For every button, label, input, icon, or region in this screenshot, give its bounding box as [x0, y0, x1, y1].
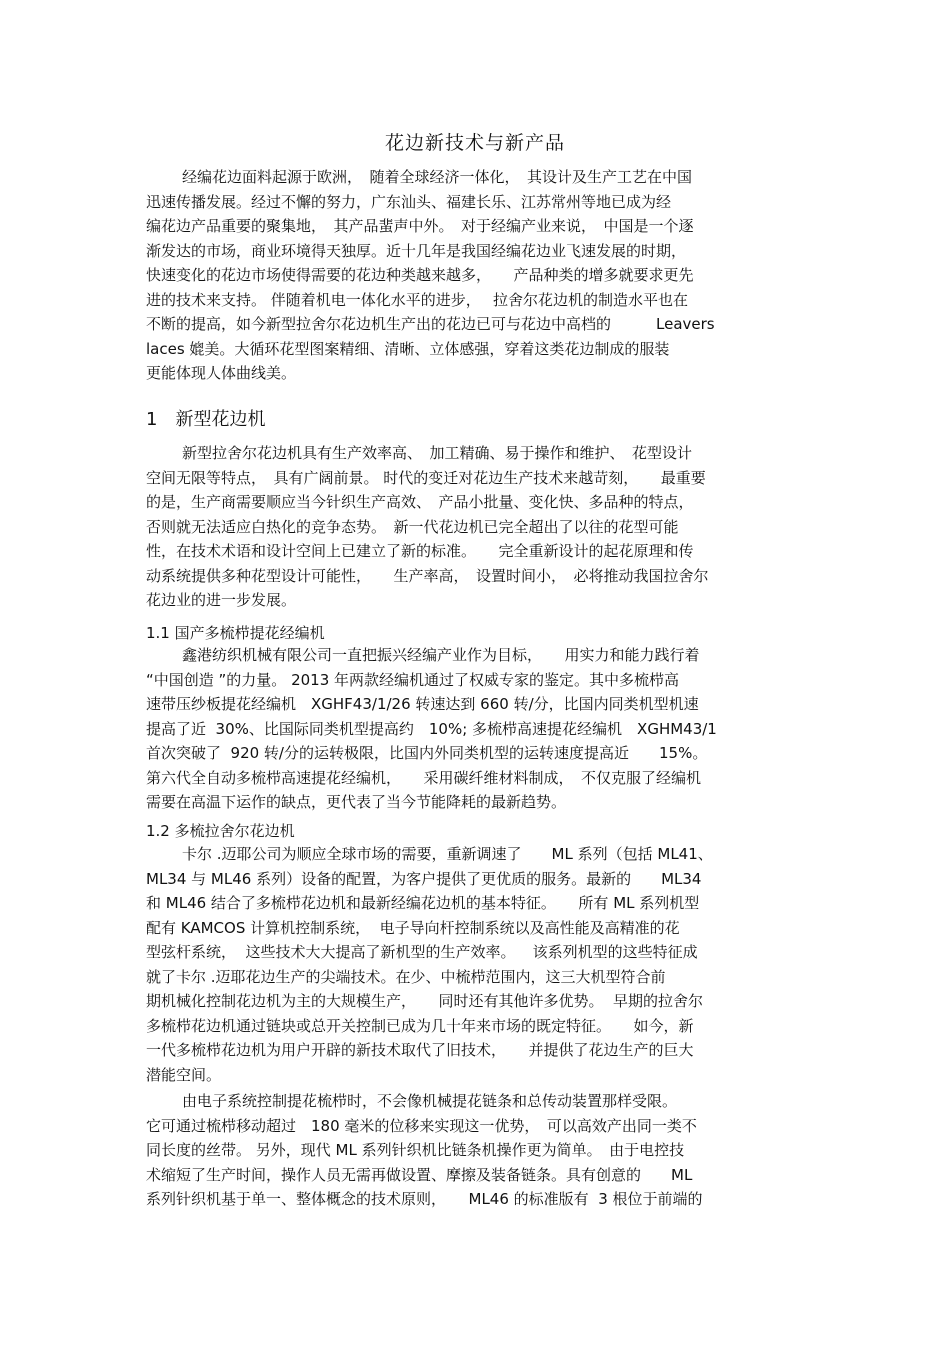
- text-line: 动系统提供多种花型设计可能性， 生产率高， 设置时间小， 必将推动我国拉舍尔: [146, 566, 709, 585]
- text-line: 进的技术来支持。 伴随着机电一体化水平的进步， 拉舍尔花边机的制造水平也在: [146, 290, 689, 309]
- text-line: 快速变化的花边市场使得需要的花边种类越来越多， 产品种类的增多就要求更先: [146, 266, 694, 284]
- text-line: 经编花边面料起源于欧洲， 随着全球经济一体化， 其设计及生产工艺在中国: [182, 168, 693, 186]
- text-line: 不断的提高，如今新型拉舍尔花边机生产出的花边已可与花边中高档的 Leavers: [146, 315, 715, 333]
- text-line: 首次突破了 920 转/分的运转极限，比国内外同类机型的运转速度提高近 15%。: [146, 744, 708, 762]
- text-line: 迅速传播发展。经过不懈的努力，广东汕头、福建长乐、江苏常州等地已成为经: [146, 192, 672, 211]
- text-line: 期机械化控制花边机为主的大规模生产， 同时还有其他许多优势。 早期的拉舍尔: [146, 992, 704, 1010]
- text-line: 多梳栉花边机通过链块或总开关控制已成为几十年来市场的既定特征。 如今，新: [146, 1016, 694, 1035]
- text-line: 它可通过梳栉移动超过 180 毫米的位移来实现这一优势， 可以高效产出同一类不: [146, 1116, 697, 1135]
- text-line: 和 ML46 结合了多梳栉花边机和最新经编花边机的基本特征。 所有 ML 系列机型: [146, 894, 700, 912]
- text-line: 系列针织机基于单一、整体概念的技术原则， ML46 的标准版有 3 根位于前端的: [146, 1190, 703, 1208]
- text-line: 术缩短了生产时间，操作人员无需再做设置、摩擦及装备链条。具有创意的 ML: [146, 1165, 693, 1184]
- text-line: 卡尔 .迈耶公司为顺应全球市场的需要，重新调速了 ML 系列（包括 ML41、: [182, 845, 713, 863]
- text-line: 同长度的丝带。 另外，现代 ML 系列针织机比链条机操作更为简单。 由于电控技: [146, 1141, 685, 1159]
- text-line: 编花边产品重要的聚集地， 其产品蜚声中外。 对于经编产业来说， 中国是一个逐: [146, 217, 694, 235]
- text-line: 需要在高温下运作的缺点，更代表了当今节能降耗的最新趋势。: [146, 793, 567, 811]
- text-line: ML34 与 ML46 系列）设备的配置，为客户提供了更优质的服务。最新的 ML34: [146, 869, 702, 888]
- text-line: 第六代全自动多梳栉高速提花经编机， 采用碳纤维材料制成， 不仅克服了经编机: [146, 768, 702, 787]
- text-line: 花边业的进一步发展。: [146, 591, 297, 609]
- text-line: 渐发达的市场，商业环境得天独厚。近十几年是我国经编花边业飞速发展的时期，: [146, 241, 687, 260]
- text-line: 鑫港纺织机械有限公司一直把振兴经编产业作为目标， 用实力和能力践行着: [182, 646, 700, 664]
- text-line: “中国创造 ”的力量。 2013 年两款经编机通过了权威专家的鉴定。其中多梳栉高: [146, 670, 680, 689]
- text-line: 潜能空间。: [146, 1065, 222, 1084]
- text-line: laces 媲美。大循环花型图案精细、清晰、立体感强，穿着这类花边制成的服装: [146, 339, 670, 358]
- section-heading-1: 1 新型花边机: [146, 409, 266, 430]
- section-heading-1-2: 1.2 多梳拉舍尔花边机: [146, 822, 295, 840]
- text-line: 由电子系统控制提花梳栉时，不会像机械提花链条和总传动装置那样受限。: [182, 1092, 678, 1110]
- text-line: 否则就无法适应白热化的竞争态势。 新一代花边机已完全超出了以往的花型可能: [146, 517, 679, 536]
- text-line: 型弦杆系统， 这些技术大大提高了新机型的生产效率。 该系列机型的这些特征成: [146, 943, 698, 961]
- text-line: 提高了近 30%、比国际同类机型提高约 10%; 多梳栉高速提花经编机 XGHM43/1: [146, 719, 717, 738]
- text-line: 更能体现人体曲线美。: [146, 364, 297, 382]
- document-title: 花边新技术与新产品: [384, 132, 565, 154]
- text-line: 速带压纱板提花经编机 XGHF43/1/26 转速达到 660 转/分，比国内同类机型机速: [146, 695, 699, 713]
- section-heading-1-1: 1.1 国产多梳栉提花经编机: [146, 624, 325, 642]
- text-line: 新型拉舍尔花边机具有生产效率高、 加工精确、易于操作和维护、 花型设计: [182, 444, 693, 462]
- text-line: 配有 KAMCOS 计算机控制系统， 电子导向杆控制系统以及高性能及高精准的花: [146, 918, 680, 937]
- text-line: 空间无限等特点， 具有广阔前景。 时代的变迁对花边生产技术来越苛刻， 最重要: [146, 468, 706, 487]
- text-line: 性，在技术术语和设计空间上已建立了新的标准。 完全重新设计的起花原理和传: [146, 542, 694, 560]
- text-line: 就了卡尔 .迈耶花边生产的尖端技术。在少、中梳栉范围内，这三大机型符合前: [146, 967, 666, 986]
- text-line: 的是，生产商需要顺应当今针织生产高效、 产品小批量、变化快、多品种的特点，: [146, 493, 694, 511]
- text-line: 一代多梳栉花边机为用户开辟的新技术取代了旧技术， 并提供了花边生产的巨大: [146, 1041, 694, 1059]
